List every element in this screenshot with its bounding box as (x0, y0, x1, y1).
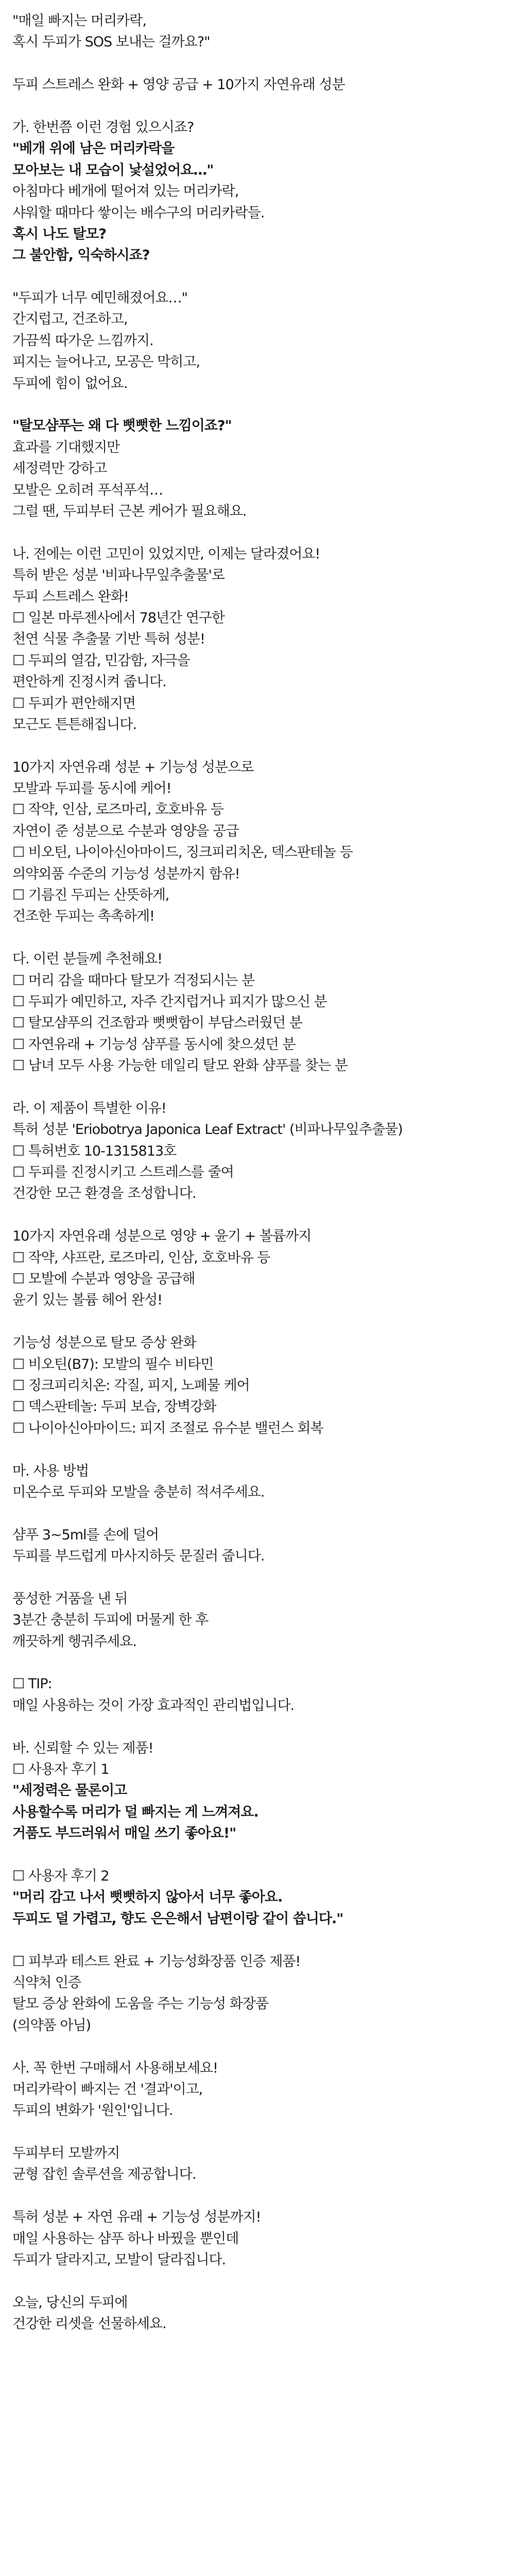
text-line: 윤기 있는 볼륨 헤어 완성! (12, 1292, 162, 1309)
text-line: 편안하게 진정시켜 줍니다. (12, 674, 166, 690)
text-line: 피지는 늘어나고, 모공은 막히고, (12, 354, 200, 370)
text-line: 사용할수록 머리가 덜 빠지는 게 느껴져요. (12, 1804, 259, 1820)
text-line: ☐ 비오틴(B7): 모발의 필수 비타민 (12, 1356, 214, 1372)
blank-line (12, 927, 515, 948)
text-line: ☐ 나이아신아마이드: 피지 조절로 유수분 밸런스 회복 (12, 1420, 323, 1436)
text-line: 샤워할 때마다 쌓이는 배수구의 머리카락들. (12, 205, 265, 221)
text-line: 두피의 변화가 '원인'입니다. (12, 2103, 173, 2119)
text-line: "탈모샴푸는 왜 다 뻣뻣한 느낌이죠?" (12, 418, 232, 434)
blank-line (12, 1439, 515, 1460)
text-line: ☐ 덱스판테놀: 두피 보습, 장벽강화 (12, 1399, 216, 1415)
text-line: 모아보는 내 모습이 낯설었어요…" (12, 162, 214, 178)
text-line: 모발은 오히려 푸석푸석… (12, 482, 163, 498)
text-line: ☐ 사용자 후기 2 (12, 1868, 109, 1884)
text-line: ☐ 자연유래 + 기능성 샴푸를 동시에 찾으셨던 분 (12, 1036, 296, 1053)
text-line: ☐ 사용자 후기 1 (12, 1761, 109, 1778)
blank-line (12, 735, 515, 756)
text-line: 깨끗하게 헹궈주세요. (12, 1633, 136, 1650)
text-line: 천연 식물 추출물 기반 특허 성분! (12, 631, 205, 648)
blank-line (12, 2036, 515, 2057)
text-line: "두피가 너무 예민해졌어요…" (12, 290, 187, 307)
text-line: 다. 이런 분들께 추천해요! (12, 951, 162, 968)
blank-line (12, 96, 515, 117)
text-line: ☐ 징크피리치온: 각질, 피지, 노폐물 케어 (12, 1378, 250, 1394)
text-line: ☐ 남녀 모두 사용 가능한 데일리 탈모 완화 샴푸를 찾는 분 (12, 1058, 348, 1074)
text-line: (의약품 아님) (12, 2017, 91, 2033)
text-line: 마. 사용 방법 (12, 1463, 89, 1479)
blank-line (12, 2122, 515, 2143)
blank-line (12, 1205, 515, 1226)
text-line: 가끔씩 따가운 느낌까지. (12, 332, 153, 349)
blank-line (12, 394, 515, 415)
text-line: ☐ 모발에 수분과 영양을 공급해 (12, 1271, 195, 1287)
blank-line (12, 2185, 515, 2207)
blank-line (12, 1844, 515, 1866)
text-line: ☐ 특허번호 10-1315813호 (12, 1143, 177, 1159)
text-line: 라. 이 제품이 특별한 이유! (12, 1100, 166, 1116)
text-line: 두피도 덜 가렵고, 향도 은은해서 남편이랑 같이 씁니다." (12, 1910, 344, 1927)
text-line: "베개 위에 남은 머리카락을 (12, 141, 175, 157)
text-line: 풍성한 거품을 낸 뒤 (12, 1590, 128, 1607)
blank-line (12, 266, 515, 287)
blank-line (12, 1311, 515, 1332)
text-line: ☐ TIP: (12, 1676, 52, 1692)
text-line: 식약처 인증 (12, 1974, 81, 1991)
text-line: ☐ 두피가 편안해지면 (12, 695, 136, 711)
text-line: ☐ 두피를 진정시키고 스트레스를 줄여 (12, 1164, 234, 1181)
text-line: 매일 사용하는 것이 가장 효과적인 관리법입니다. (12, 1697, 295, 1714)
text-line: ☐ 작약, 인삼, 로즈마리, 호호바유 등 (12, 802, 224, 818)
text-line: ☐ 피부과 테스트 완료 + 기능성화장품 인증 제품! (12, 1953, 301, 1970)
text-line: 세정력만 강하고 (12, 461, 107, 477)
text-line: 건강한 모근 환경을 조성합니다. (12, 1185, 196, 1202)
text-line: 10가지 자연유래 성분 + 기능성 성분으로 (12, 759, 254, 775)
blank-line (12, 1503, 515, 1524)
text-line: 두피부터 모발까지 (12, 2145, 120, 2162)
text-line: 특허 성분 + 자연 유래 + 기능성 성분까지! (12, 2209, 261, 2226)
text-line: 두피 스트레스 완화! (12, 588, 129, 605)
text-line: ☐ 두피가 예민하고, 자주 간지럽거나 피지가 많으신 분 (12, 993, 327, 1010)
blank-line (12, 1652, 515, 1673)
text-line: 모근도 튼튼해집니다. (12, 716, 136, 733)
text-line: "매일 빠지는 머리카락, (12, 13, 146, 29)
text-line: 기능성 성분으로 탈모 증상 완화 (12, 1335, 196, 1351)
text-line: ☐ 일본 마루젠사에서 78년간 연구한 (12, 609, 225, 626)
text-line: ☐ 두피의 열감, 민감함, 자극을 (12, 652, 190, 669)
text-line: 3분간 충분히 두피에 머물게 한 후 (12, 1612, 209, 1629)
text-line: 특허 받은 성분 '비파나무잎추출물'로 (12, 567, 225, 584)
text-line: 바. 신뢰할 수 있는 제품! (12, 1740, 153, 1756)
text-line: 미온수로 두피와 모발을 충분히 적셔주세요. (12, 1484, 265, 1500)
text-line: 두피에 힘이 없어요. (12, 375, 128, 392)
blank-line (12, 1716, 515, 1737)
text-line: ☐ 비오틴, 나이아신아마이드, 징크피리치온, 덱스판테놀 등 (12, 844, 353, 861)
text-line: "머리 감고 나서 뻣뻣하지 않아서 너무 좋아요. (12, 1889, 283, 1906)
text-line: 가. 한번쯤 이런 경험 있으시죠? (12, 119, 194, 135)
blank-line (12, 53, 515, 74)
text-line: 탈모 증상 완화에 도움을 주는 기능성 화장품 (12, 1996, 268, 2012)
text-line: 균형 잡힌 솔루션을 제공합니다. (12, 2166, 196, 2183)
blank-line (12, 1929, 515, 1951)
text-line: 아침마다 베개에 떨어져 있는 머리카락, (12, 183, 239, 200)
text-line: ☐ 작약, 샤프란, 로즈마리, 인삼, 호호바유 등 (12, 1249, 270, 1266)
text-line: 특허 성분 'Eriobotrya Japonica Leaf Extract' (비파나무잎추출물) (12, 1122, 403, 1138)
text-line: 자연이 준 성분으로 수분과 영양을 공급 (12, 823, 239, 839)
text-line: 건강한 리셋을 선물하세요. (12, 2316, 166, 2332)
text-line: ☐ 탈모샴푸의 건조함과 뻣뻣함이 부담스러웠던 분 (12, 1015, 302, 1031)
text-line: 거품도 부드러워서 매일 쓰기 좋아요!" (12, 1825, 236, 1842)
blank-line (12, 2270, 515, 2292)
text-line: 오늘, 당신의 두피에 (12, 2294, 128, 2311)
text-line: 모발과 두피를 동시에 케어! (12, 781, 171, 797)
text-line: 샴푸 3~5ml를 손에 덜어 (12, 1527, 159, 1543)
text-line: 효과를 기대했지만 (12, 439, 120, 455)
text-line: 나. 전에는 이런 고민이 있었지만, 이제는 달라졌어요! (12, 546, 320, 562)
text-line: 혹시 두피가 SOS 보내는 걸까요?" (12, 34, 210, 50)
blank-line (12, 1567, 515, 1588)
text-line: ☐ 기름진 두피는 산뜻하게, (12, 887, 169, 904)
text-line: 간지럽고, 건조하고, (12, 311, 128, 328)
text-line: 두피가 달라지고, 모발이 달라집니다. (12, 2252, 226, 2268)
text-line: 혹시 나도 탈모? (12, 226, 106, 242)
text-line: 두피를 부드럽게 마사지하듯 문질러 줍니다. (12, 1548, 265, 1565)
text-line: 사. 꼭 한번 구매해서 사용해보세요! (12, 2060, 218, 2076)
text-line: ☐ 머리 감을 때마다 탈모가 걱정되시는 분 (12, 972, 255, 989)
blank-line (12, 522, 515, 543)
text-line: 두피 스트레스 완화 + 영양 공급 + 10가지 자연유래 성분 (12, 77, 345, 93)
text-line: 의약외품 수준의 기능성 성분까지 함유! (12, 866, 240, 882)
text-line: 그 불안함, 익숙하시죠? (12, 247, 150, 264)
text-line: 10가지 자연유래 성분으로 영양 + 윤기 + 볼륨까지 (12, 1228, 312, 1245)
blank-line (12, 1077, 515, 1098)
text-line: 그럴 땐, 두피부터 근본 케어가 필요해요. (12, 503, 247, 519)
text-line: 건조한 두피는 촉촉하게! (12, 908, 154, 925)
text-line: 매일 사용하는 샴푸 하나 바꿨을 뿐인데 (12, 2230, 239, 2247)
text-line: 머리카락이 빠지는 건 '결과'이고, (12, 2081, 203, 2097)
text-line: "세정력은 물론이고 (12, 1783, 127, 1799)
